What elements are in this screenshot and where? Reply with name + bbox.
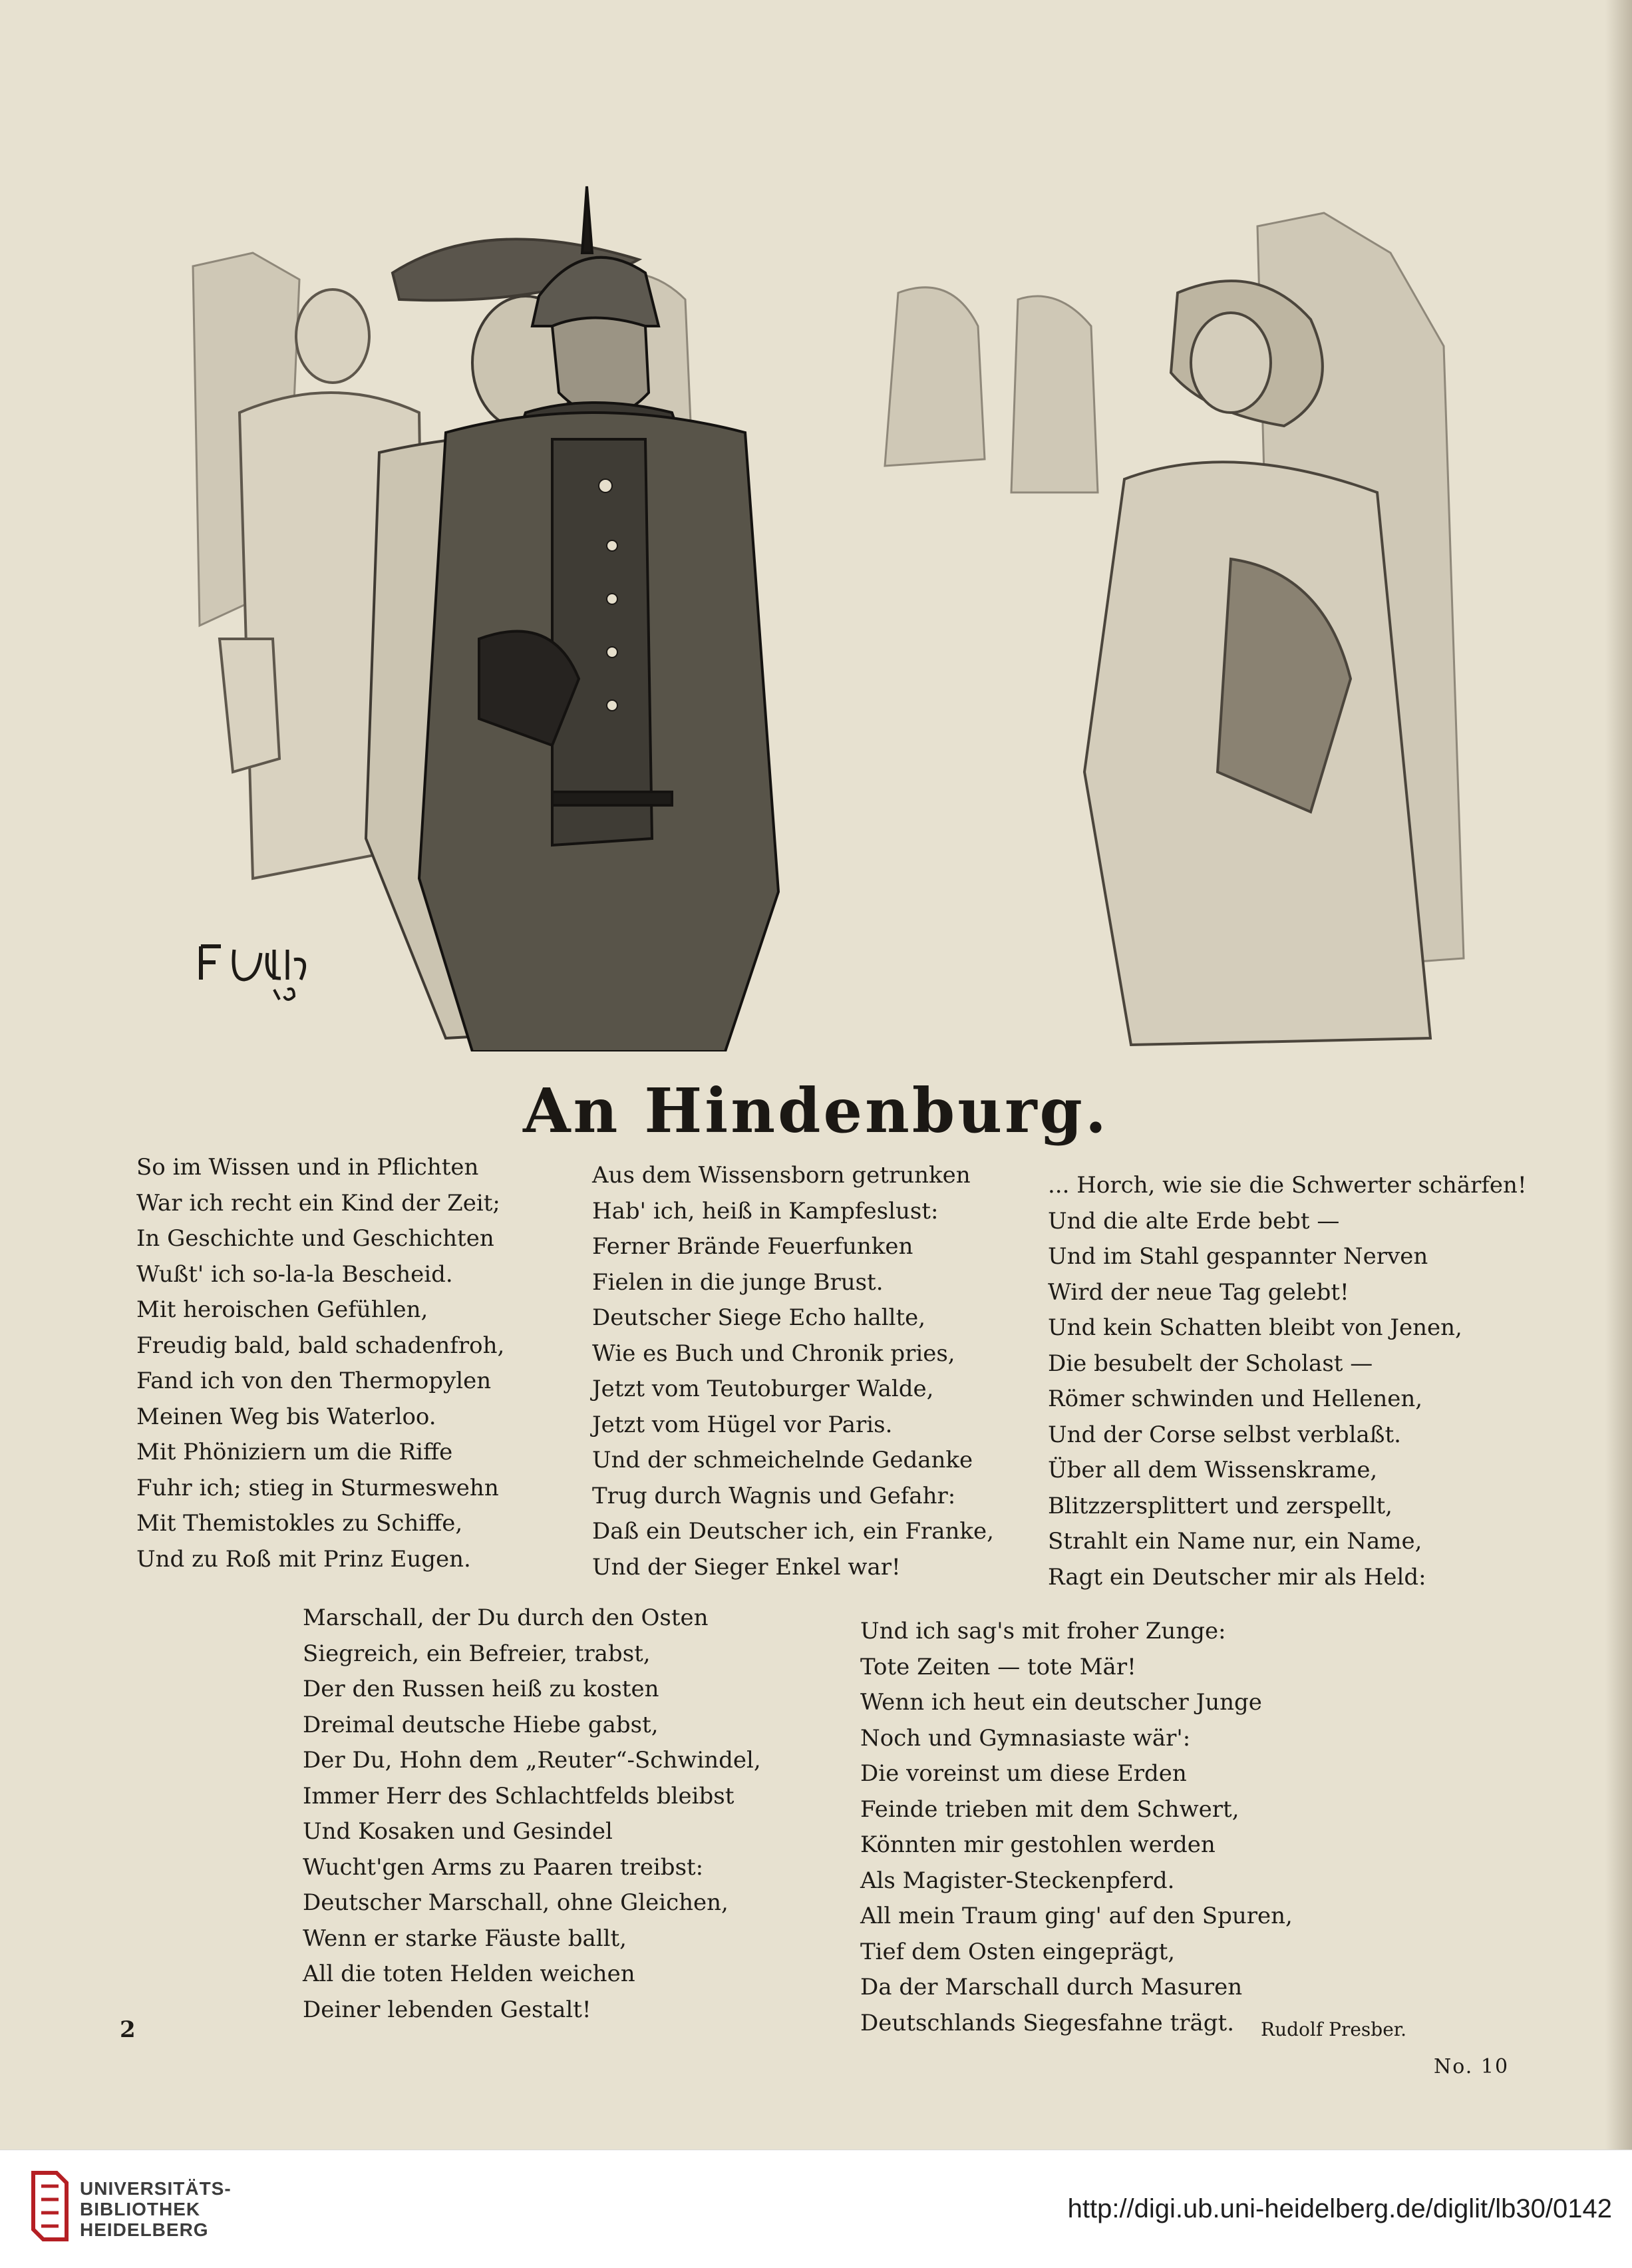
- verse-line: So im Wissen und in Pflichten: [136, 1154, 479, 1181]
- verse-line: Siegreich, ein Befreier, trabst,: [303, 1640, 651, 1667]
- verse-line: Tote Zeiten — tote Mär!: [860, 1653, 1136, 1680]
- verse-line: All mein Traum ging' auf den Spuren,: [860, 1903, 1293, 1929]
- verse-line: Wird der neue Tag gelebt!: [1048, 1278, 1349, 1306]
- verse-line: Und zu Roß mit Prinz Eugen.: [136, 1545, 471, 1573]
- viewer-footer: [0, 2150, 1632, 2268]
- verse-line: Strahlt ein Name nur, ein Name,: [1048, 1528, 1422, 1555]
- verse-line: Deiner lebenden Gestalt!: [303, 1996, 591, 2023]
- stanza-column-3: [1048, 1168, 1527, 1595]
- verse-line: Meinen Weg bis Waterloo.: [136, 1403, 436, 1430]
- library-name-line: UNIVERSITÄTS-: [80, 2178, 232, 2199]
- permalink-url[interactable]: http://digi.ub.uni-heidelberg.de/diglit/lb30/0142: [1067, 2194, 1612, 2223]
- verse-line: Da der Marschall durch Masuren: [860, 1974, 1243, 2000]
- verse-line: Und der schmeichelnde Gedanke: [592, 1447, 973, 1473]
- verse-line: Dreimal deutsche Hiebe gabst,: [303, 1711, 659, 1738]
- verse-line: Mit heroischen Gefühlen,: [136, 1296, 428, 1323]
- verse-line: Noch und Gymnasiaste wär':: [860, 1724, 1191, 1752]
- issue-number: No. 10: [1434, 2055, 1510, 2078]
- verse-line: War ich recht ein Kind der Zeit;: [136, 1189, 500, 1217]
- verse-line: Jetzt vom Hügel vor Paris.: [592, 1411, 893, 1438]
- verse-line: Ferner Brände Feuerfunken: [592, 1233, 913, 1260]
- verse-line: Jetzt vom Teutoburger Walde,: [592, 1376, 934, 1402]
- hindenburg-illustration: [180, 173, 1477, 1051]
- verse-line: Und der Corse selbst verblaßt.: [1048, 1421, 1401, 1448]
- verse-line: Wenn ich heut ein deutscher Junge: [860, 1689, 1262, 1716]
- stanza-column-5: [860, 1614, 1293, 2041]
- verse-line: Deutscher Siege Echo hallte,: [592, 1304, 926, 1331]
- verse-line: Und kein Schatten bleibt von Jenen,: [1048, 1314, 1462, 1341]
- verse-line: Deutscher Marschall, ohne Gleichen,: [303, 1889, 729, 1916]
- verse-line: Über all dem Wissenskrame,: [1048, 1457, 1378, 1483]
- verse-line: Wucht'gen Arms zu Paaren treibst:: [303, 1853, 704, 1881]
- verse-line: Könnten mir gestohlen werden: [860, 1831, 1216, 1858]
- library-name: [80, 2178, 232, 2240]
- verse-line: Und Kosaken und Gesindel: [303, 1818, 613, 1845]
- verse-line: Feinde trieben mit dem Schwert,: [860, 1796, 1239, 1823]
- artist-signature: [194, 933, 314, 1006]
- verse-line: Daß ein Deutscher ich, ein Franke,: [592, 1518, 994, 1545]
- verse-line: Ragt ein Deutscher mir als Held:: [1048, 1563, 1426, 1591]
- verse-line: Römer schwinden und Hellenen,: [1048, 1386, 1423, 1412]
- verse-line: Und ich sag's mit froher Zunge:: [860, 1618, 1226, 1644]
- verse-line: Als Magister-Steckenpferd.: [860, 1867, 1175, 1894]
- verse-line: Trug durch Wagnis und Gefahr:: [592, 1482, 956, 1509]
- verse-line: Die besubelt der Scholast —: [1048, 1350, 1373, 1377]
- verse-line: ... Horch, wie sie die Schwerter schärfen!: [1048, 1172, 1527, 1199]
- verse-line: Freudig bald, bald schadenfroh,: [136, 1332, 505, 1359]
- poem-title: An Hindenburg.: [523, 1075, 1109, 1147]
- library-logo-icon: [27, 2166, 73, 2246]
- verse-line: Aus dem Wissensborn getrunken: [592, 1162, 971, 1189]
- verse-line: Mit Phöniziern um die Riffe: [136, 1439, 453, 1465]
- stanza-column-1: [136, 1150, 504, 1577]
- poem-author: Rudolf Presber.: [1261, 2018, 1406, 2040]
- verse-line: Deutschlands Siegesfahne trägt.: [860, 2009, 1235, 2036]
- verse-line: Und der Sieger Enkel war!: [592, 1553, 901, 1581]
- verse-line: Und im Stahl gespannter Nerven: [1048, 1243, 1428, 1270]
- verse-line: Mit Themistokles zu Schiffe,: [136, 1510, 463, 1537]
- stanza-column-2: [592, 1158, 994, 1585]
- library-name-line: BIBLIOTHEK: [80, 2199, 201, 2219]
- verse-line: Und die alte Erde bebt —: [1048, 1207, 1340, 1234]
- verse-line: Fuhr ich; stieg in Sturmeswehn: [136, 1474, 499, 1501]
- illustration-drawing: [180, 173, 1477, 1051]
- verse-line: Wenn er starke Fäuste ballt,: [303, 1925, 627, 1952]
- verse-line: Immer Herr des Schlachtfelds bleibst: [303, 1782, 734, 1809]
- verse-line: Fand ich von den Thermopylen: [136, 1368, 492, 1394]
- verse-line: Hab' ich, heiß in Kampfeslust:: [592, 1197, 939, 1225]
- verse-line: Die voreinst um diese Erden: [860, 1760, 1187, 1787]
- verse-line: Marschall, der Du durch den Osten: [303, 1605, 709, 1631]
- verse-line: Der den Russen heiß zu kosten: [303, 1676, 659, 1702]
- verse-line: Wußt' ich so-la-la Bescheid.: [136, 1260, 453, 1288]
- verse-line: Tief dem Osten eingeprägt,: [860, 1938, 1176, 1965]
- verse-line: Blitzzersplittert und zerspellt,: [1048, 1492, 1392, 1519]
- library-name-line: HEIDELBERG: [80, 2219, 209, 2240]
- stanza-column-4: [303, 1601, 761, 2028]
- verse-line: In Geschichte und Geschichten: [136, 1225, 494, 1252]
- verse-line: Wie es Buch und Chronik pries,: [592, 1340, 955, 1367]
- verse-line: All die toten Helden weichen: [303, 1961, 635, 1987]
- page-number: 2: [120, 2016, 136, 2043]
- verse-line: Fielen in die junge Brust.: [592, 1268, 884, 1296]
- verse-line: Der Du, Hohn dem „Reuter“-Schwindel,: [303, 1747, 761, 1774]
